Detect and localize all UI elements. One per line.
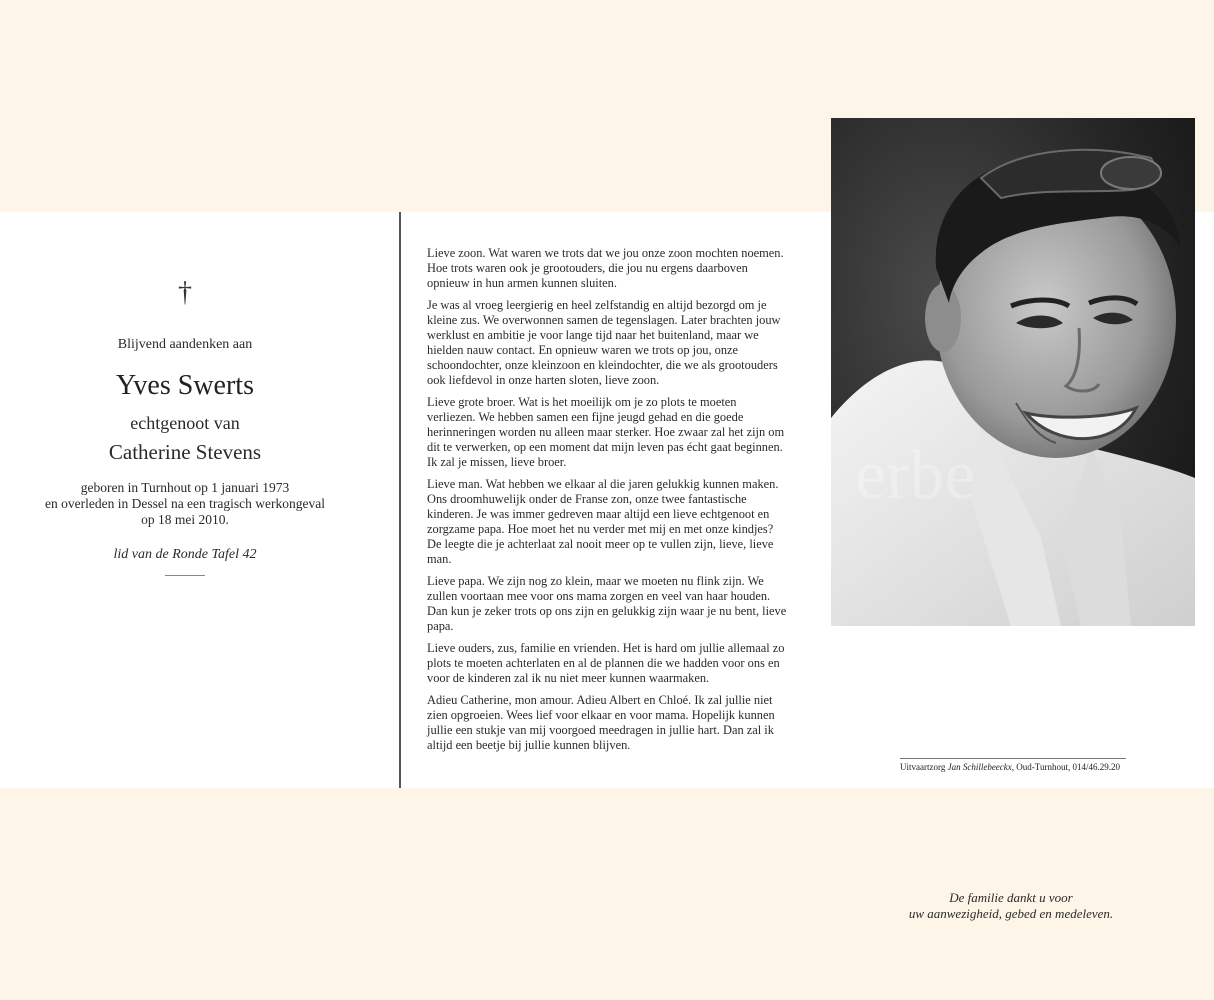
letter-paragraph: Je was al vroeg leergierig en heel zelfstandig en altijd bezorgd om je kleine zus. We overwonnen samen de tegenslagen. Later brachten jouw werklust en ambitie je voor lange tijd naar het buitenland, maar we hielden nauw contact. En opnieuw waren we trots op jou, onze schoondochter, onze kleinzoon en kleindochter, die we als grootouders ook liefdevol in onze harten sloten, lieve zoon. bbox=[427, 298, 781, 387]
card-fold-line bbox=[399, 212, 401, 788]
spouse-name: Catherine Stevens bbox=[108, 440, 262, 464]
died-line-2: op 18 mei 2010. bbox=[141, 512, 229, 527]
photo-watermark: erbe bbox=[855, 437, 976, 514]
portrait-photo bbox=[831, 118, 1195, 626]
letter-paragraph: Lieve zoon. Wat waren we trots dat we jou onze zoon mochten noemen. Hoe trots waren ook je grootouders, die jou nu ergens daarboven opnieuw in hun armen kunnen sluiten. bbox=[427, 246, 784, 290]
letter-paragraph: Lieve grote broer. Wat is het moeilijk om je zo plots te moeten verliezen. We hebben samen een fijne jeugd gehad en die goede herinneringen worden nu alleen maar sterker. Hoe zwaar zal het zijn om dit te verwerken, op een moment dat mijn leven pas écht gaat beginnen. Ik zal je missen, lieve broer. bbox=[427, 395, 785, 469]
membership-line: lid van de Ronde Tafel 42 bbox=[113, 547, 257, 562]
died-line-1: en overleden in Dessel na een tragisch werkongeval bbox=[44, 496, 325, 511]
undertaker-credit bbox=[900, 758, 1126, 773]
undertaker-prefix: Uitvaartzorg bbox=[900, 762, 946, 772]
farewell-letter bbox=[427, 246, 787, 760]
thanks-line-2: uw aanwezigheid, gebed en medeleven. bbox=[908, 906, 1114, 921]
spouse-label: echtgenoot van bbox=[130, 413, 240, 433]
thanks-line-1: De familie dankt u voor bbox=[949, 890, 1073, 905]
cross-icon: † bbox=[178, 277, 192, 308]
life-dates bbox=[0, 480, 370, 528]
thanks-note bbox=[900, 890, 1122, 922]
portrait-illustration bbox=[831, 118, 1195, 626]
divider bbox=[165, 575, 205, 576]
deceased-name: Yves Swerts bbox=[116, 370, 254, 401]
born-line: geboren in Turnhout op 1 januari 1973 bbox=[80, 480, 290, 495]
left-panel bbox=[0, 212, 370, 788]
letter-paragraph: Lieve ouders, zus, familie en vrienden. Het is hard om jullie allemaal zo plots te moeten achterlaten en al de plannen die we hadden voor ons en voor de kinderen zal ik nu niet meer kunnen waarmaken. bbox=[427, 641, 785, 685]
letter-paragraph: Lieve papa. We zijn nog zo klein, maar we moeten nu flink zijn. We zullen voortaan mee voor ons mama zorgen en veel van haar houden. Dan kun je zeker trots op ons zijn en gelukkig zijn waar je nu bent, lieve papa. bbox=[427, 574, 787, 633]
undertaker-details: , Oud-Turnhout, 014/46.29.20 bbox=[1011, 762, 1120, 772]
letter-paragraph: Adieu Catherine, mon amour. Adieu Albert en Chloé. Ik zal jullie niet zien opgroeien. Wees lief voor elkaar en voor mama. Hopelijk kunnen jullie een stukje van mij voorgoed meedragen in jullie hart. Dan zal ik altijd een beetje bij jullie kunnen blijven. bbox=[427, 693, 775, 752]
undertaker-name: Jan Schillebeeckx bbox=[947, 762, 1012, 772]
letter-paragraph: Lieve man. Wat hebben we elkaar al die jaren gelukkig kunnen maken. Ons droomhuwelijk onder de Franse zon, onze twee fantastische kinderen. Je was immer gedreven maar altijd een lieve echtgenoot en zorgzame papa. Hoe moet het nu verder met mij en met onze kindjes? De leegte die je achterlaat zal nooit meer op te vullen zijn, lieve, lieve man. bbox=[427, 477, 779, 566]
memorial-intro: Blijvend aandenken aan bbox=[117, 337, 253, 352]
